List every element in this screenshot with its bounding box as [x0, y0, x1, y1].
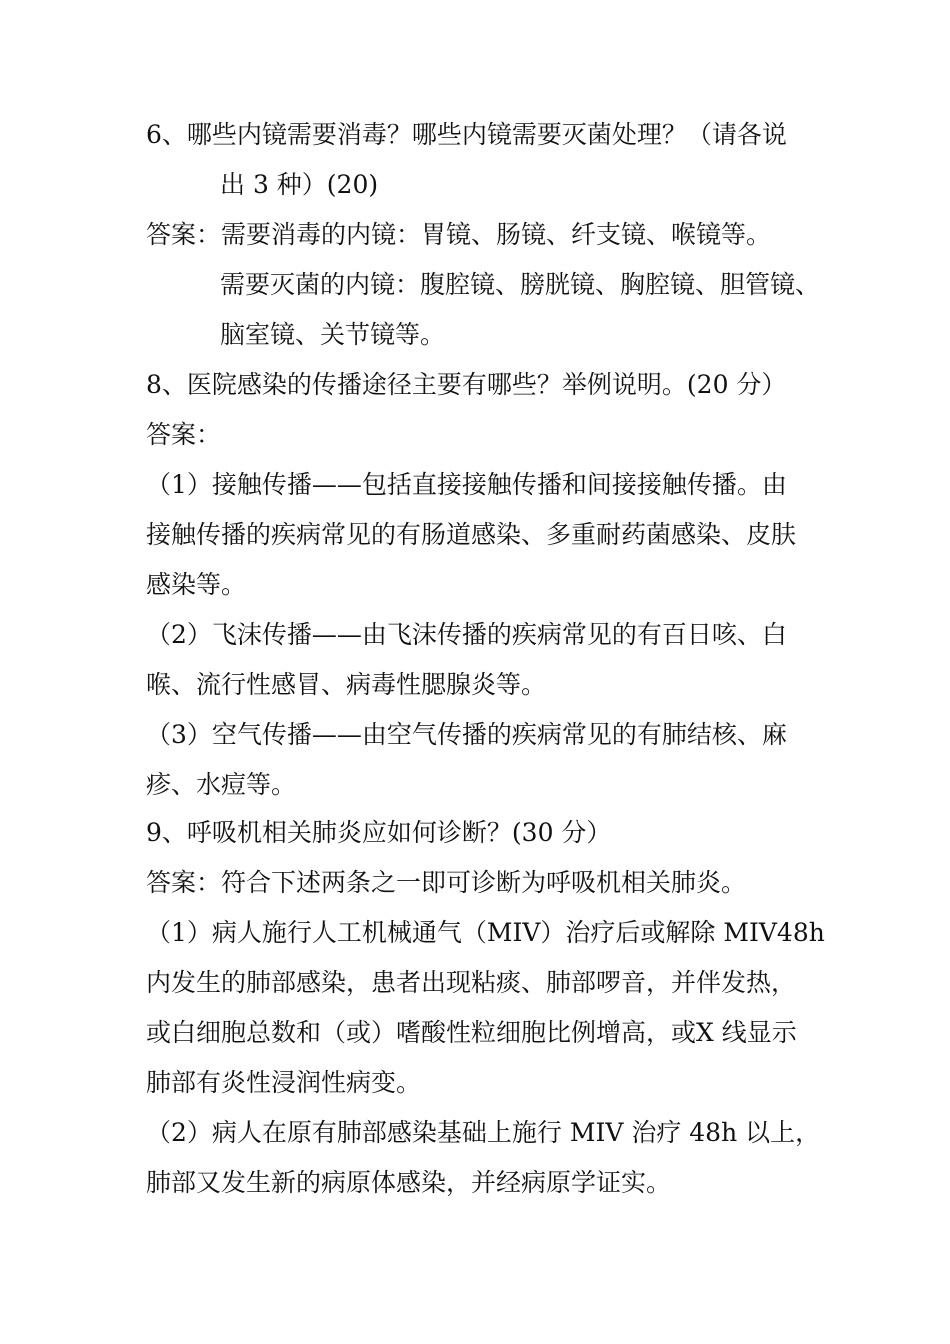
answer-6-line-1: 答案：需要消毒的内镜：胃镜、肠镜、纤支镜、喉镜等。: [146, 220, 772, 249]
answer-9-item-2-line-1: （2）病人在原有肺部感染基础上施行 MIV 治疗 48h 以上，: [146, 1118, 821, 1147]
answer-9-item-1-line-2: 内发生的肺部感染，患者出现粘痰、肺部啰音，并伴发热，: [146, 968, 797, 997]
answer-8-item-1-line-1: （1）接触传播——包括直接接触传播和间接接触传播。由: [146, 470, 787, 499]
answer-9-item-2-line-2: 肺部又发生新的病原体感染，并经病原学证实。: [146, 1168, 672, 1197]
answer-8-item-1-line-2: 接触传播的疾病常见的有肠道感染、多重耐药菌感染、皮肤: [146, 520, 797, 549]
answer-9-item-1-line-3: 或白细胞总数和（或）嗜酸性粒细胞比例增高，或X 线显示: [146, 1018, 797, 1047]
question-6-line-2: 出 3 种）(20): [220, 170, 379, 199]
answer-8-item-2-line-1: （2）飞沫传播——由飞沫传播的疾病常见的有百日咳、白: [146, 620, 787, 649]
question-8-line: 8、医院感染的传播途径主要有哪些？举例说明。(20 分）: [146, 370, 787, 399]
answer-9-item-1-line-1: （1）病人施行人工机械通气（MIV）治疗后或解除 MIV48h: [146, 918, 825, 947]
answer-8-item-3-line-2: 疹、水痘等。: [146, 770, 297, 799]
answer-9-item-1-line-4: 肺部有炎性浸润性病变。: [146, 1068, 422, 1097]
answer-9-intro: 答案：符合下述两条之一即可诊断为呼吸机相关肺炎。: [146, 868, 747, 897]
question-9-line: 9、呼吸机相关肺炎应如何诊断？(30 分）: [146, 818, 612, 847]
answer-8-item-2-line-2: 喉、流行性感冒、病毒性腮腺炎等。: [146, 670, 547, 699]
answer-8-item-3-line-1: （3）空气传播——由空气传播的疾病常见的有肺结核、麻: [146, 720, 787, 749]
answer-8-label: 答案：: [146, 420, 222, 449]
answer-6-line-2: 需要灭菌的内镜：腹腔镜、膀胱镜、胸腔镜、胆管镜、: [220, 270, 821, 299]
question-6-line-1: 6、哪些内镜需要消毒？哪些内镜需要灭菌处理？（请各说: [146, 120, 787, 149]
answer-6-line-3: 脑室镜、关节镜等。: [220, 320, 446, 349]
answer-8-item-1-line-3: 感染等。: [146, 570, 247, 599]
